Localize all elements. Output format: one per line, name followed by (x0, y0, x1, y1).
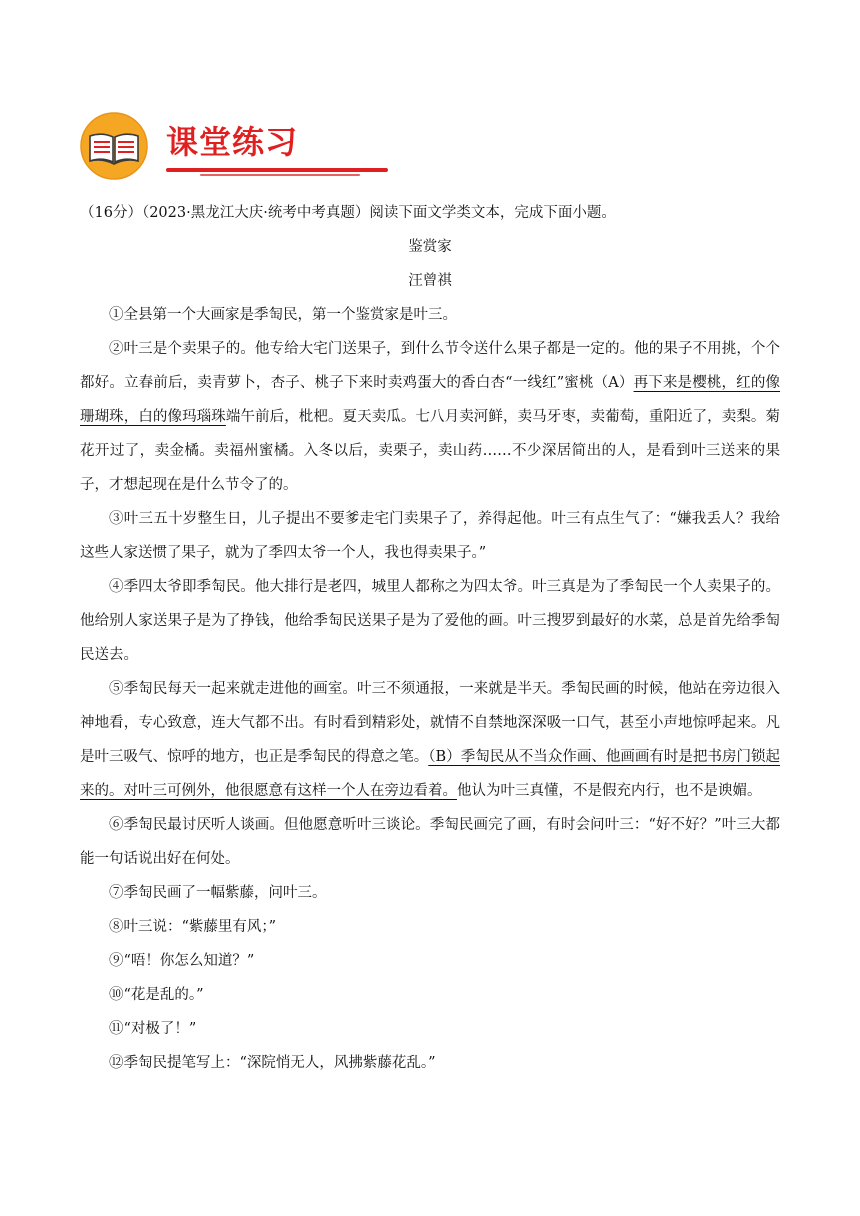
paragraph-11: ⑪“对极了！” (109, 1021, 197, 1037)
reading-passage (80, 196, 780, 1080)
article-author: 汪曾祺 (408, 273, 452, 289)
title-underline-accent (200, 174, 360, 176)
open-book-icon (80, 112, 148, 180)
paragraph-6: ⑥季匋民最讨厌听人谈画。但他愿意听叶三谈论。季匋民画完了画，有时会问叶三：“好不好？”叶三大都能一句话说出好在何处。 (80, 817, 780, 867)
underlined-sentence-a: 再下来是樱桃，红的像珊瑚珠，白的像玛瑙珠 (80, 375, 781, 425)
paragraph-3: ③叶三五十岁整生日，儿子提出不要爹走宅门卖果子了，养得起他。叶三有点生气了：“嫌我丢人？我给这些人家送惯了果子，就为了季四太爷一个人，我也得卖果子。” (80, 511, 780, 561)
paragraph-5-text-a: ⑤季匋民每天一起来就走进他的画室。叶三不须通报，一来就是半天。季匋民画的时候，他站在旁边很入神地看，专心致意，连大气都不出。有时看到精彩处，就情不自禁地深深吸一口气，甚至小声地惊呼起来。凡是叶三吸气、惊呼的地方，也正是季匋民的得意之笔。 (80, 681, 780, 765)
paragraph-10: ⑩“花是乱的。” (109, 987, 204, 1003)
paragraph-9: ⑨“唔！你怎么知道？” (109, 953, 255, 969)
paragraph-5-text-b: 他认为叶三真懂，不是假充内行，也不是谀媚。 (457, 783, 762, 799)
article-title: 鉴赏家 (408, 239, 452, 255)
paragraph-2-text-b: 端午前后，枇杷。夏天卖瓜。七八月卖河鲜，卖马牙枣，卖葡萄，重阳近了，卖梨。菊花开过了，卖金橘。卖福州蜜橘。入冬以后，卖栗子，卖山药……不少深居简出的人，是看到叶三送来的果子，才想起现在是什么节令了的。 (80, 409, 781, 493)
paragraph-1: ①全县第一个大画家是季匋民，第一个鉴赏家是叶三。 (109, 307, 457, 323)
paragraph-8: ⑧叶三说：“紫藤里有风；” (109, 919, 277, 935)
paragraph-4: ④季四太爷即季匋民。他大排行是老四，城里人都称之为四太爷。叶三真是为了季匋民一个人卖果子的。他给别人家送果子是为了挣钱，他给季匋民送果子是为了爱他的画。叶三搜罗到最好的水菜，总是首先给季匋民送去。 (80, 579, 780, 663)
title-underline (166, 168, 388, 172)
section-header (80, 112, 320, 184)
question-intro: （16分）（2023·黑龙江大庆·统考中考真题）阅读下面文学类文本，完成下面小题。 (80, 205, 616, 221)
paragraph-12: ⑫季匋民提笔写上：“深院悄无人，风拂紫藤花乱。” (109, 1055, 436, 1071)
paragraph-2-text-a: ②叶三是个卖果子的。他专给大宅门送果子，到什么节令送什么果子都是一定的。他的果子不用挑，个个都好。立春前后，卖青萝卜，杏子、桃子下来时卖鸡蛋大的香白杏“一线红”蜜桃（A） (80, 341, 780, 391)
paragraph-5 (80, 672, 780, 808)
section-title: 课堂练习 (166, 123, 299, 161)
paragraph-7: ⑦季匋民画了一幅紫藤，问叶三。 (109, 885, 327, 901)
underlined-sentence-b: （B）季匋民从不当众作画、他画画有时是把书房门锁起来的。对叶三可例外，他很愿意有这样一个人在旁边看着。 (80, 749, 780, 799)
paragraph-2 (80, 332, 780, 502)
